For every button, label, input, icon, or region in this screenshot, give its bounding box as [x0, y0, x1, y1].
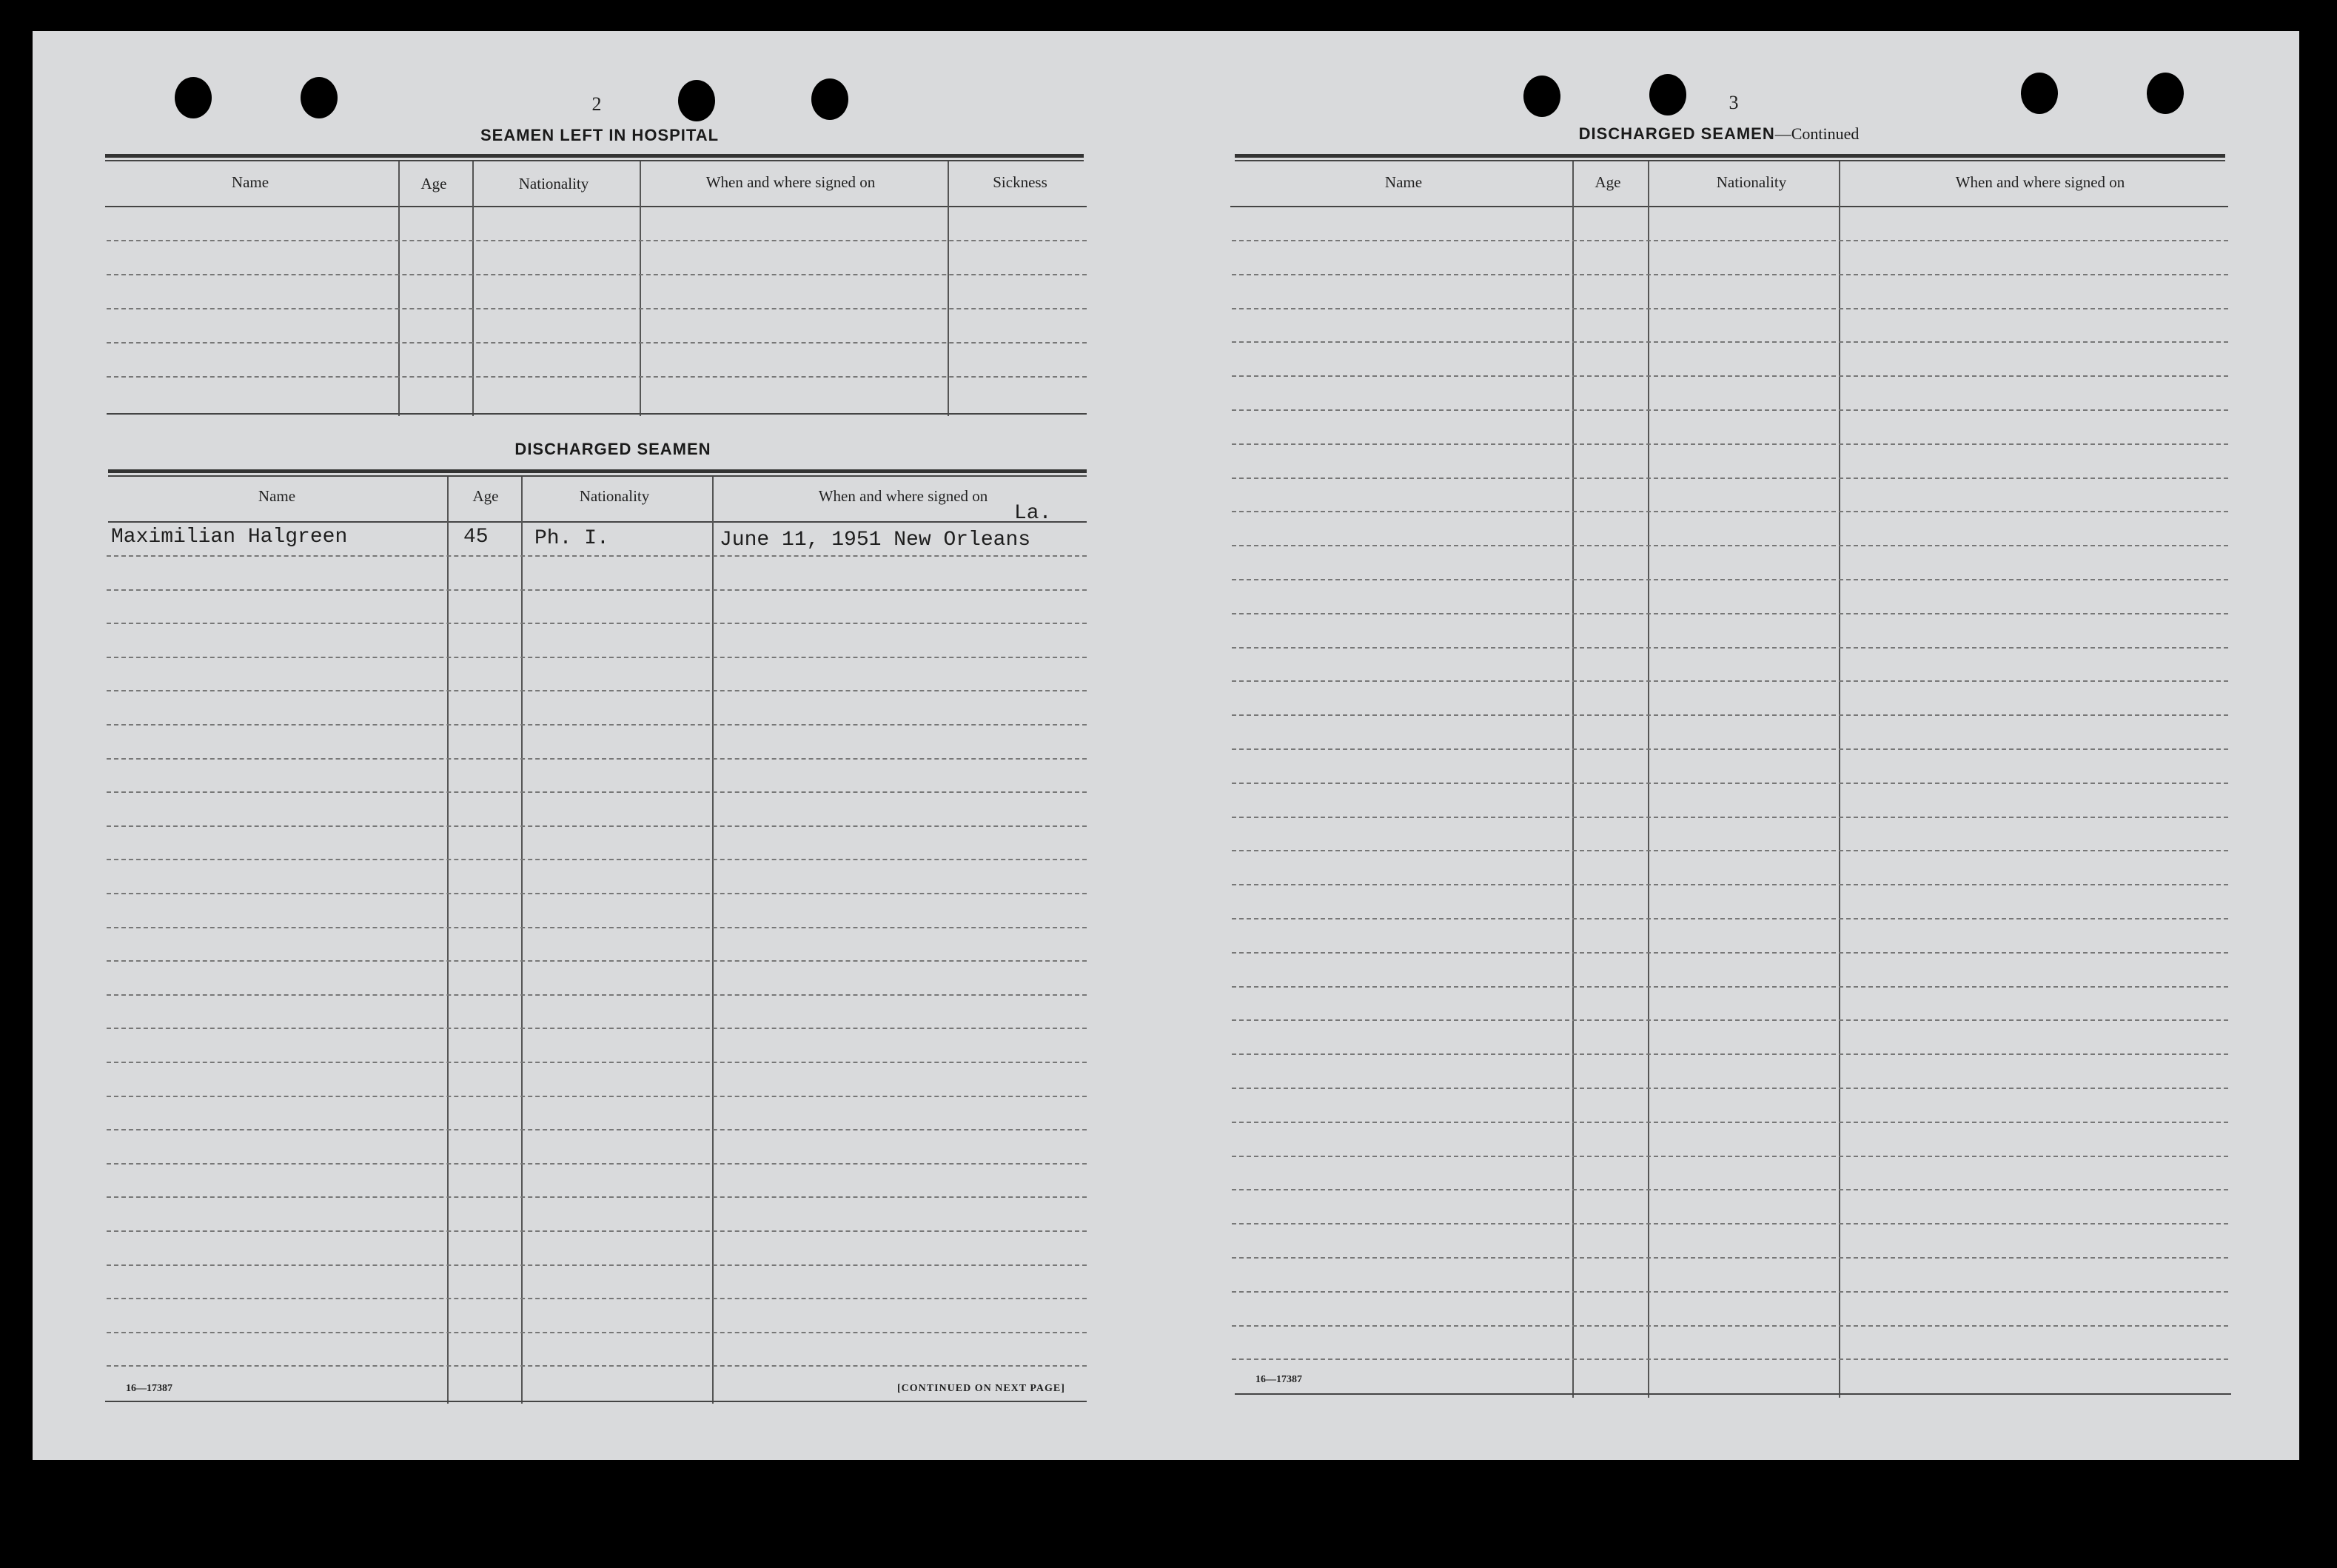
row-line	[107, 657, 1087, 658]
right-col-signed-on: When and where signed on	[1955, 173, 2125, 191]
hospital-col-name: Name	[231, 173, 269, 191]
row-line	[1232, 918, 2228, 919]
punch-hole	[811, 78, 848, 120]
row-line	[107, 724, 1087, 726]
discharged-section-title: DISCHARGED SEAMEN	[514, 440, 711, 458]
seaman-signed-on-state: La.	[1014, 502, 1052, 525]
row-line	[1232, 1088, 2228, 1089]
row-line	[1232, 1291, 2228, 1293]
hospital-col-divider	[948, 161, 949, 416]
row-line	[1232, 1358, 2228, 1360]
row-line	[107, 859, 1087, 860]
row-line	[107, 758, 1087, 760]
row-line	[107, 994, 1087, 996]
row-line	[107, 1264, 1087, 1266]
row-line	[1232, 647, 2228, 649]
discharged-top-rule-2	[108, 475, 1087, 477]
row-line	[1232, 714, 2228, 716]
hospital-col-signed-on: When and where signed on	[705, 173, 876, 191]
row-line	[107, 690, 1087, 691]
right-form-number: 16—17387	[1255, 1374, 1302, 1385]
hospital-row-line	[107, 308, 1087, 309]
row-line	[107, 1230, 1087, 1232]
seaman-age: 45	[463, 526, 489, 549]
row-line	[107, 1028, 1087, 1029]
row-line	[1232, 478, 2228, 479]
hospital-col-divider	[472, 161, 474, 416]
row-line	[107, 825, 1087, 827]
hospital-top-rule	[105, 154, 1084, 158]
right-col-divider	[1839, 161, 1840, 1398]
right-col-divider	[1648, 161, 1649, 1398]
row-line	[1232, 1053, 2228, 1055]
discharged-top-rule	[108, 469, 1087, 473]
row-line	[1232, 1223, 2228, 1224]
row-line	[1232, 884, 2228, 885]
seaman-nationality: Ph. I.	[534, 527, 609, 550]
row-line	[107, 1332, 1087, 1333]
discharged-bottom-rule	[105, 1401, 1087, 1402]
row-line	[1232, 817, 2228, 818]
row-line	[1232, 1189, 2228, 1190]
row-line	[1232, 545, 2228, 546]
hospital-header-rule	[105, 206, 1087, 207]
row-line	[1232, 986, 2228, 988]
right-bottom-rule	[1235, 1393, 2231, 1395]
row-line	[107, 589, 1087, 591]
punch-hole	[175, 77, 212, 118]
punch-hole	[1523, 76, 1560, 117]
right-top-rule-2	[1235, 160, 2225, 161]
discharged-col-name: Name	[258, 487, 296, 505]
right-col-name: Name	[1384, 173, 1423, 191]
hospital-col-nationality: Nationality	[518, 175, 589, 192]
ledger-sheet	[33, 31, 2299, 1460]
row-line	[1232, 783, 2228, 784]
punch-hole	[2021, 73, 2058, 114]
right-col-divider	[1572, 161, 1574, 1398]
row-line	[1232, 240, 2228, 241]
discharged-col-nationality: Nationality	[579, 487, 650, 505]
right-page-number: 3	[1729, 92, 1739, 113]
hospital-col-divider	[398, 161, 400, 416]
row-line	[107, 555, 1087, 557]
row-line	[1232, 680, 2228, 682]
row-line	[1232, 1019, 2228, 1021]
row-line	[107, 623, 1087, 624]
hospital-row-line	[107, 376, 1087, 378]
continued-note: [CONTINUED ON NEXT PAGE]	[897, 1383, 1065, 1394]
discharged-header-rule	[108, 521, 1087, 523]
hospital-col-age: Age	[420, 175, 447, 192]
hospital-bottom-rule	[107, 413, 1087, 415]
hospital-row-line	[107, 342, 1087, 344]
punch-hole	[2147, 73, 2184, 114]
row-line	[107, 791, 1087, 793]
left-page-number: 2	[591, 93, 602, 115]
hospital-row-line	[107, 240, 1087, 241]
row-line	[107, 1129, 1087, 1130]
row-line	[1232, 952, 2228, 954]
row-line	[107, 893, 1087, 894]
hospital-top-rule-2	[105, 160, 1084, 161]
row-line	[107, 927, 1087, 928]
right-header-rule	[1230, 206, 2228, 207]
row-line	[1232, 308, 2228, 309]
hospital-section-title: SEAMEN LEFT IN HOSPITAL	[480, 126, 720, 144]
row-line	[1232, 613, 2228, 614]
row-line	[107, 1096, 1087, 1097]
row-line	[107, 1062, 1087, 1063]
hospital-col-sickness: Sickness	[993, 173, 1047, 191]
punch-hole	[1649, 74, 1686, 115]
hospital-col-divider	[640, 161, 641, 416]
row-line	[1232, 443, 2228, 445]
discharged-col-signed-on: When and where signed on	[818, 487, 988, 505]
left-form-number: 16—17387	[126, 1383, 172, 1394]
row-line	[1232, 409, 2228, 411]
discharged-col-age: Age	[472, 487, 499, 505]
row-line	[1232, 1122, 2228, 1123]
right-col-nationality: Nationality	[1716, 173, 1787, 191]
row-line	[107, 1298, 1087, 1299]
right-top-rule	[1235, 154, 2225, 158]
seaman-signed-on: June 11, 1951 New Orleans	[720, 529, 1031, 552]
row-line	[1232, 1257, 2228, 1259]
hospital-row-line	[107, 274, 1087, 275]
row-line	[1232, 511, 2228, 512]
right-section-title-main: DISCHARGED SEAMEN	[1578, 124, 1775, 143]
right-section-title-continued: —Continued	[1774, 124, 1860, 143]
row-line	[1232, 1325, 2228, 1327]
row-line	[1232, 748, 2228, 750]
row-line	[1232, 375, 2228, 377]
row-line	[107, 1365, 1087, 1367]
row-line	[1232, 1156, 2228, 1157]
right-col-age: Age	[1595, 173, 1621, 191]
row-line	[1232, 850, 2228, 851]
row-line	[1232, 341, 2228, 343]
seaman-name: Maximilian Halgreen	[111, 526, 348, 549]
row-line	[1232, 579, 2228, 580]
row-line	[1232, 274, 2228, 275]
row-line	[107, 960, 1087, 962]
punch-hole	[301, 77, 338, 118]
row-line	[107, 1196, 1087, 1198]
right-section-title	[1579, 124, 1860, 144]
punch-hole	[678, 80, 715, 121]
row-line	[107, 1163, 1087, 1165]
